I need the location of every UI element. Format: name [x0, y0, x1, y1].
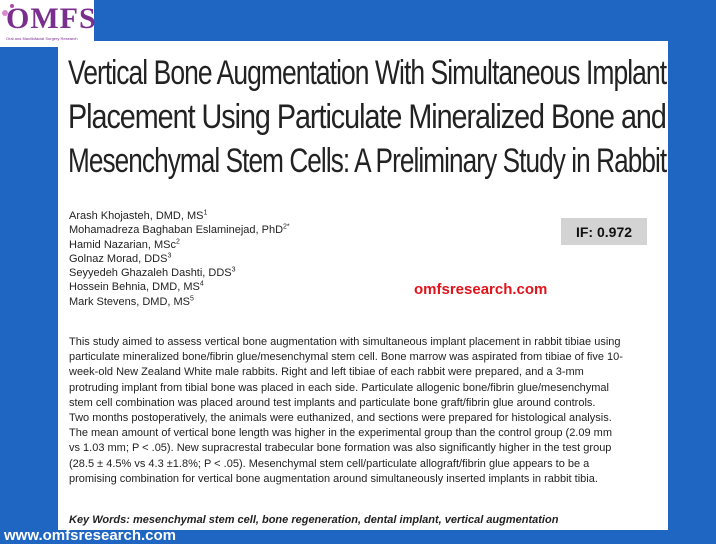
keywords: Key Words: mesenchymal stem cell, bone regeneration, dental implant, vertical augmentation: [69, 514, 559, 526]
abstract-line: particulate mineralized bone/fibrin glue/mesenchymal stem cell. Bone marrow was aspirated from tibiae of five 10-: [69, 351, 623, 364]
logo-text: OMFS: [6, 2, 97, 35]
author: Hamid Nazarian, MSc$^2$: [69, 237, 180, 251]
author: Golnaz Morad, DDS$^3$: [69, 252, 172, 265]
author: Seyyedeh Ghazaleh Dashti, DDS$^3$: [69, 266, 236, 280]
author-list: [69, 209, 290, 309]
abstract: [69, 335, 665, 487]
abstract-line: The mean amount of vertical bone length was higher in the experimental group than the control group (2.09 mm: [69, 427, 612, 440]
abstract-line: (28.5 ± 4.5% vs 4.3 ±1.8%; P < .05). Mesenchymal stem cell/particulate allograft/fibrin glue appears to be a: [69, 457, 590, 470]
title-line: Vertical Bone Augmentation With Simultaneous Implant: [68, 54, 667, 92]
abstract-line: vs 1.03 mm; P < .05). New supracrestal trabecular bone formation was also significantly higher in the test group: [69, 442, 612, 455]
abstract-line: week-old New Zealand White male rabbits. Right and left tibiae of each rabbit were prepared, and a 3-mm: [69, 366, 584, 379]
abstract-line: This study aimed to assess vertical bone augmentation with simultaneous implant placement in rabbit tibiae using: [69, 336, 621, 348]
title-line: Mesenchymal Stem Cells: A Preliminary Study in Rabbit: [68, 142, 667, 180]
paper-page: [58, 41, 668, 530]
logo-subtitle: Oral and Maxillofacial Surgery Research: [6, 36, 78, 41]
abstract-line: stem cell combination was placed around test implants and particulate bone graft/fibrin glue around controls.: [69, 396, 596, 409]
author: Mohamadreza Baghaban Eslaminejad, PhD$^{2*}$: [69, 223, 290, 237]
paper-title: [68, 51, 666, 183]
journal-logo: [0, 0, 97, 47]
abstract-line: Two months postoperatively, the animals were euthanized, and sections were prepared for histological analysis.: [69, 412, 612, 425]
abstract-line: protruding implant from tibial bone was placed in each side. Particulate allogenic bone/fibrin glue/mesenchymal: [69, 381, 609, 394]
footer-url-link[interactable]: www.omfsresearch.com: [4, 527, 177, 544]
impact-factor-badge: IF: 0.972: [561, 218, 647, 245]
author: Hossein Behnia, DMD, $MS^4$: [69, 280, 204, 294]
author: Mark Stevens, DMD, $MS^5$: [69, 295, 194, 308]
author: Arash Khojasteh, DMD, $MS^1$: [69, 209, 208, 222]
title-line: Placement Using Particulate Mineralized Bone and: [68, 98, 666, 136]
abstract-line: promising combination for vertical bone augmentation around simultaneously inserted implants in rabbit tibia.: [69, 472, 598, 485]
site-watermark-label: omfsresearch.com: [414, 281, 548, 298]
